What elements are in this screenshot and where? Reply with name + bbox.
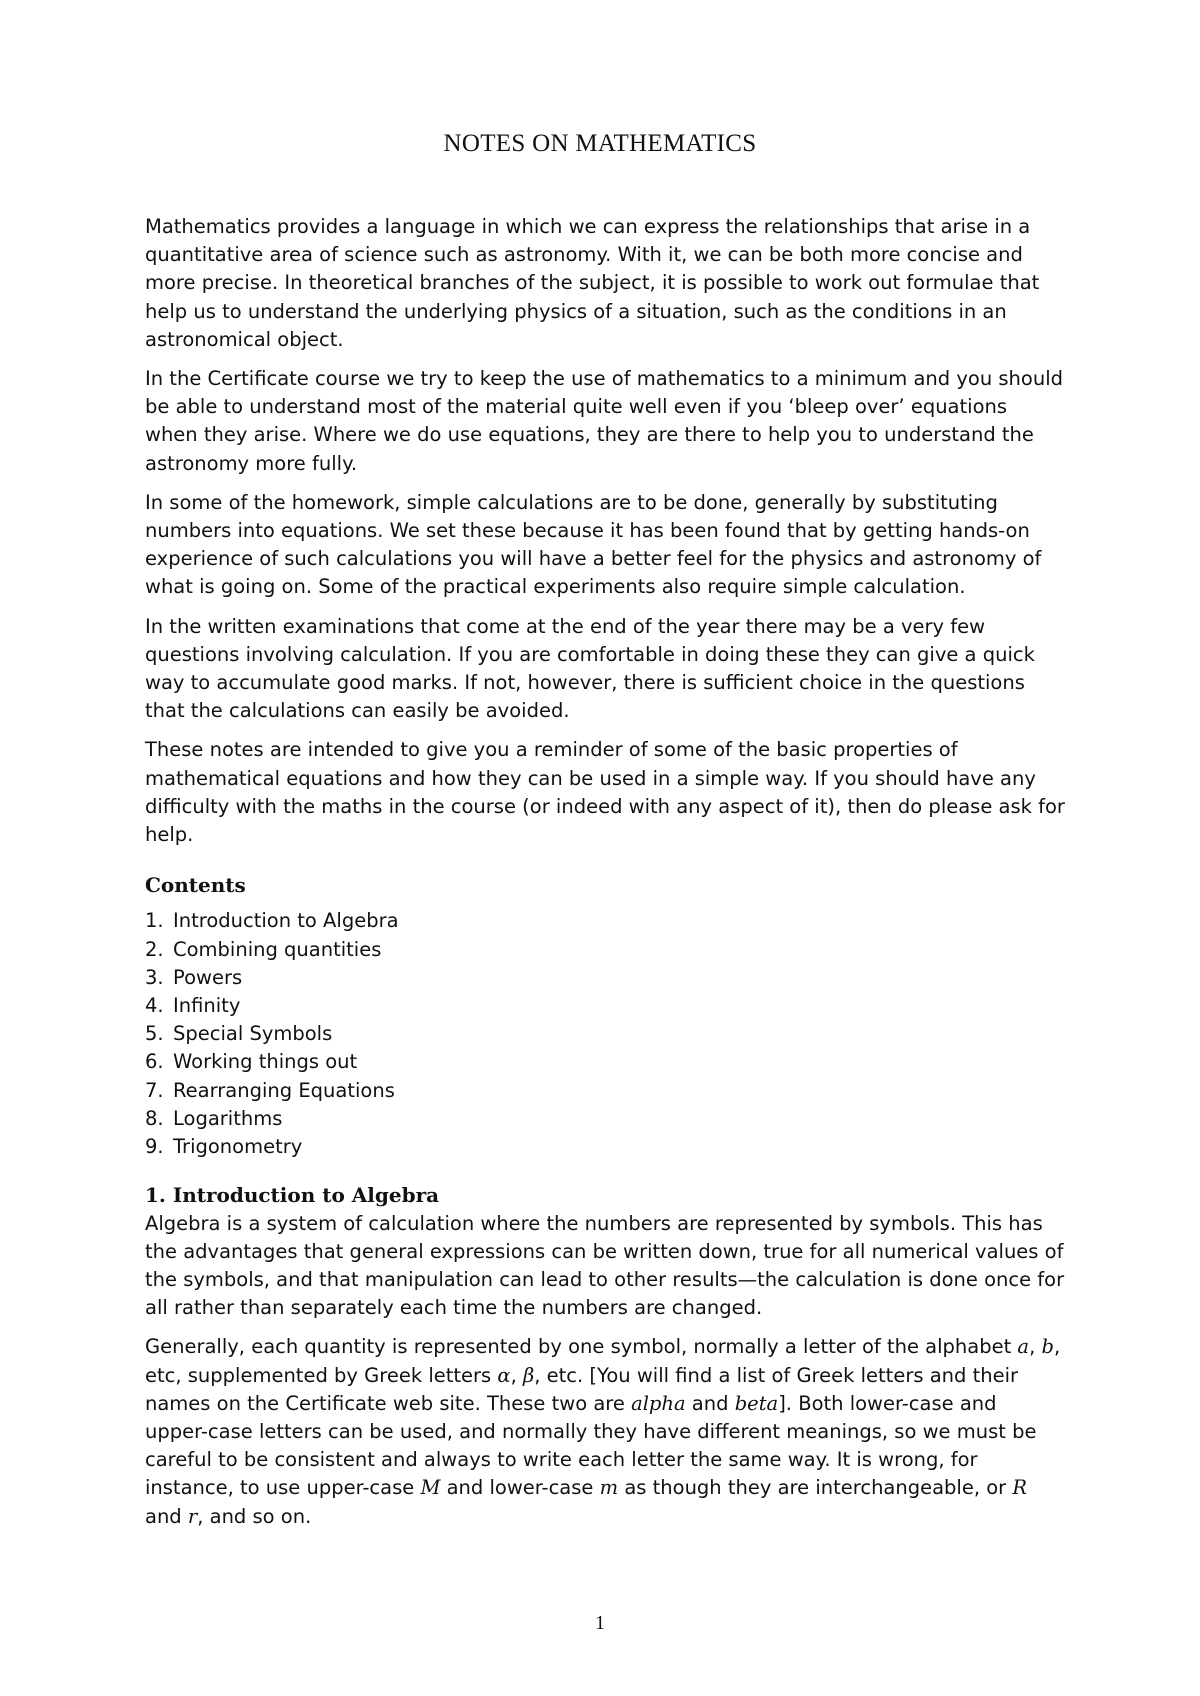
contents-item-label: Logarithms	[173, 1106, 283, 1130]
contents-item	[145, 1105, 1065, 1133]
text-run: and	[685, 1391, 735, 1415]
contents-item-label: Special Symbols	[173, 1022, 333, 1046]
contents-item-label: Infinity	[173, 994, 241, 1018]
contents-item-label: Powers	[173, 965, 243, 989]
text-run: , etc. [You will find a list of Greek letters and their names on the Certificate web site. These two are	[145, 1363, 1019, 1415]
text-run: and	[145, 1504, 188, 1528]
contents-item	[145, 1133, 1065, 1161]
intro-paragraph-2: In the Certificate course we try to keep the use of mathematics to a minimum and you should be able to understand most of the material quite well even if you ‘bleep over’ equations when they arise. Where we do use equations, they are there to help you to understand the astronomy more fully.	[145, 367, 1063, 475]
contents-item	[145, 936, 1065, 964]
document-title: NOTES ON MATHEMATICS	[443, 130, 757, 157]
contents-item-number: 7.	[145, 1078, 164, 1102]
math-symbol: r	[187, 1504, 198, 1528]
contents-item-label: Combining quantities	[173, 937, 382, 961]
contents-item-label: Introduction to Algebra	[173, 909, 399, 933]
contents-item-number: 8.	[145, 1106, 164, 1130]
contents-item-label: Working things out	[173, 1050, 358, 1074]
section-paragraph-2	[145, 1333, 1065, 1530]
contents-item-number: 9.	[145, 1135, 164, 1159]
section-heading-algebra: 1. Introduction to Algebra	[145, 1183, 440, 1208]
text-run: ,	[1029, 1335, 1042, 1359]
contents-item-label: Rearranging Equations	[173, 1078, 395, 1102]
contents-item-number: 1.	[145, 909, 164, 933]
contents-item-number: 6.	[145, 1050, 164, 1074]
text-run: , and so on.	[197, 1504, 312, 1528]
contents-item-label: Trigonometry	[173, 1135, 303, 1159]
contents-item	[145, 1048, 1065, 1076]
contents-item-number: 2.	[145, 937, 164, 961]
math-symbol: b	[1041, 1335, 1054, 1359]
text-run: , etc, supplemented by Greek letters	[145, 1335, 1061, 1387]
page-number: 1	[595, 1612, 605, 1634]
intro-paragraph-4: In the written examinations that come at the end of the year there may be a very few questions involving calculation. If you are comfortable in doing these they can give a quick way to accumulate good marks. If not, however, there is sufficient choice in the questions that the calculations can easily be avoided.	[145, 614, 1035, 723]
math-symbol: β	[522, 1363, 535, 1387]
contents-item-number: 3.	[145, 965, 164, 989]
contents-list	[145, 907, 1065, 1161]
contents-item	[145, 992, 1065, 1020]
section-paragraph-1: Algebra is a system of calculation where the numbers are represented by symbols. This has the advantages that general expressions can be written down, true for all numerical values of the symbols, and that manipulation can lead to other results—the calculation is done once for all rather than separately each time the numbers are changed.	[145, 1211, 1065, 1320]
text-run: ]. Both lower-case and upper-case letters can be used, and normally they have different meanings, so we must be careful to be consistent and always to write each letter the same way. It is wrong, for instance, to use upper-case	[145, 1391, 1037, 1500]
intro-paragraph-3: In some of the homework, simple calculations are to be done, generally by substituting numbers into equations. We set these because it has been found that by getting hands-on experience of such calculations you will have a better feel for the physics and astronomy of what is going on. Some of the practical experiments also require simple calculation.	[145, 490, 1042, 599]
math-symbol: R	[1012, 1476, 1028, 1500]
math-word: alpha	[631, 1391, 686, 1415]
contents-item	[145, 964, 1065, 992]
contents-item	[145, 907, 1065, 935]
intro-paragraph-5: These notes are intended to give you a reminder of some of the basic properties of mathematical equations and how they can be used in a simple way. If you should have any difficulty with the maths in the course (or indeed with any aspect of it), then do please ask for help.	[145, 738, 1065, 847]
math-symbol: α	[497, 1363, 511, 1387]
math-symbol: m	[599, 1476, 619, 1500]
math-word: beta	[734, 1391, 779, 1415]
contents-item	[145, 1020, 1065, 1048]
intro-paragraph-1: Mathematics provides a language in which we can express the relationships that arise in a quantitative area of science such as astronomy. With it, we can be both more concise and more precise. In theoretical branches of the subject, it is possible to work out formulae that help us to understand the underlying physics of a situation, such as the conditions in an astronomical object.	[145, 215, 1040, 351]
contents-item	[145, 1077, 1065, 1105]
math-symbol: a	[1017, 1335, 1030, 1359]
contents-item-number: 5.	[145, 1022, 164, 1046]
text-run: as though they are interchangeable, or	[618, 1476, 1013, 1500]
math-symbol: M	[420, 1476, 441, 1500]
text-run: Generally, each quantity is represented by one symbol, normally a letter of the alphabet	[145, 1335, 1018, 1359]
text-run: ,	[510, 1363, 523, 1387]
document-body	[145, 213, 1065, 1542]
contents-item-number: 4.	[145, 994, 164, 1018]
text-run: and lower-case	[440, 1476, 600, 1500]
contents-heading: Contents	[145, 873, 246, 898]
